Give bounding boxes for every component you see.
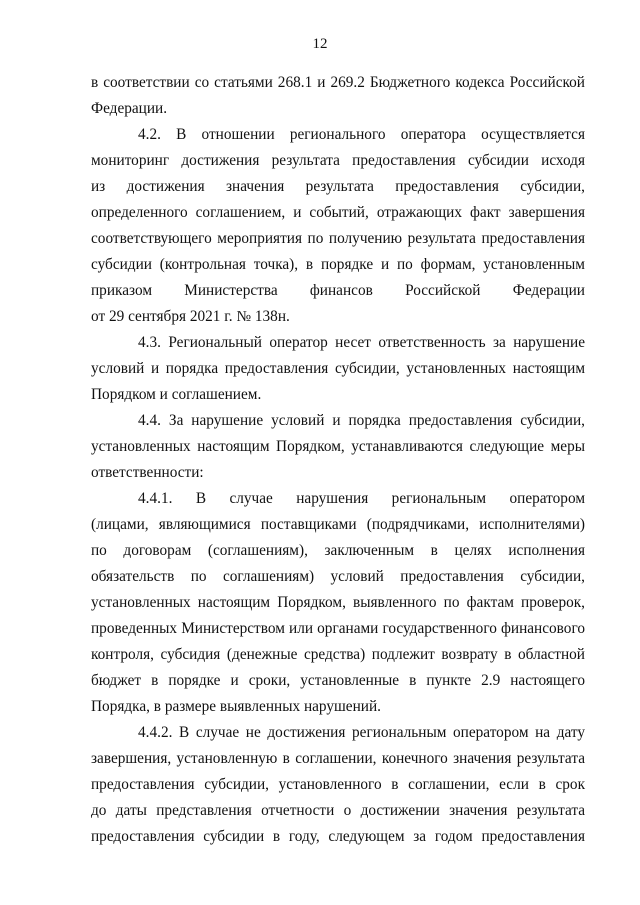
text-line: из достижения значения результата предоставления субсидии, (91, 178, 585, 195)
text-line: субсидии (контрольная точка), в порядке и по формам, установленным (91, 256, 585, 273)
text-line: установленных настоящим Порядком, выявленного по фактам проверок, (91, 594, 585, 611)
text-line: 4.4.2. В случае не достижения региональным оператором на дату (138, 724, 585, 741)
text-line: обязательств по соглашениям) условий предоставления субсидии, (91, 568, 585, 585)
text-line: Порядка, в размере выявленных нарушений. (91, 698, 381, 715)
text-line: 4.4.1. В случае нарушения региональным оператором (138, 490, 585, 507)
text-line: Федерации. (91, 100, 168, 117)
text-line: определенного соглашением, и событий, отражающих факт завершения (91, 204, 585, 221)
text-line: по договорам (соглашениям), заключенным в целях исполнения (91, 542, 585, 559)
text-line: 4.2. В отношении регионального оператора осуществляется (138, 126, 585, 143)
text-line: установленных настоящим Порядком, устанавливаются следующие меры (91, 438, 585, 455)
text-line: от 29 сентября 2021 г. № 138н. (91, 308, 290, 325)
text-line: 4.4. За нарушение условий и порядка предоставления субсидии, (138, 412, 585, 429)
paragraph-4-4-1 (91, 486, 585, 720)
text-line: до даты представления отчетности о достижении значения результата (91, 802, 585, 819)
text-line: контроля, субсидия (денежные средства) подлежит возврату в областной (91, 646, 585, 663)
paragraph-4-2 (91, 122, 585, 330)
text-line: ответственности: (91, 464, 204, 481)
text-line: приказом Министерства финансов Российской Федерации (91, 282, 585, 299)
text-line: Порядком и соглашением. (91, 386, 262, 403)
text-line: 4.3. Региональный оператор несет ответственность за нарушение (138, 334, 585, 351)
text-line: (лицами, являющимися поставщиками (подрядчиками, исполнителями) (91, 516, 585, 533)
paragraph-4-3 (91, 330, 585, 408)
text-line: предоставления субсидии, установленного в соглашении, если в срок (91, 776, 585, 793)
text-line: мониторинг достижения результата предоставления субсидии исходя (91, 152, 585, 169)
page-number: 12 (312, 36, 328, 52)
paragraph-4-4-2 (91, 720, 585, 850)
text-line: соответствующего мероприятия по получению результата предоставления (91, 230, 585, 247)
text-line: проведенных Министерством или органами государственного финансового (91, 620, 585, 637)
paragraph-4-4 (91, 408, 585, 486)
text-line: условий и порядка предоставления субсидии, установленных настоящим (91, 360, 585, 377)
text-line: бюджет в порядке и сроки, установленные в пункте 2.9 настоящего (91, 672, 585, 689)
text-line: предоставления субсидии в году, следующем за годом предоставления (91, 828, 585, 845)
paragraph-continuation (91, 70, 585, 122)
document-body (91, 70, 585, 850)
text-line: в соответствии со статьями 268.1 и 269.2 Бюджетного кодекса Российской (91, 74, 585, 91)
text-line: завершения, установленную в соглашении, конечного значения результата (91, 750, 585, 767)
